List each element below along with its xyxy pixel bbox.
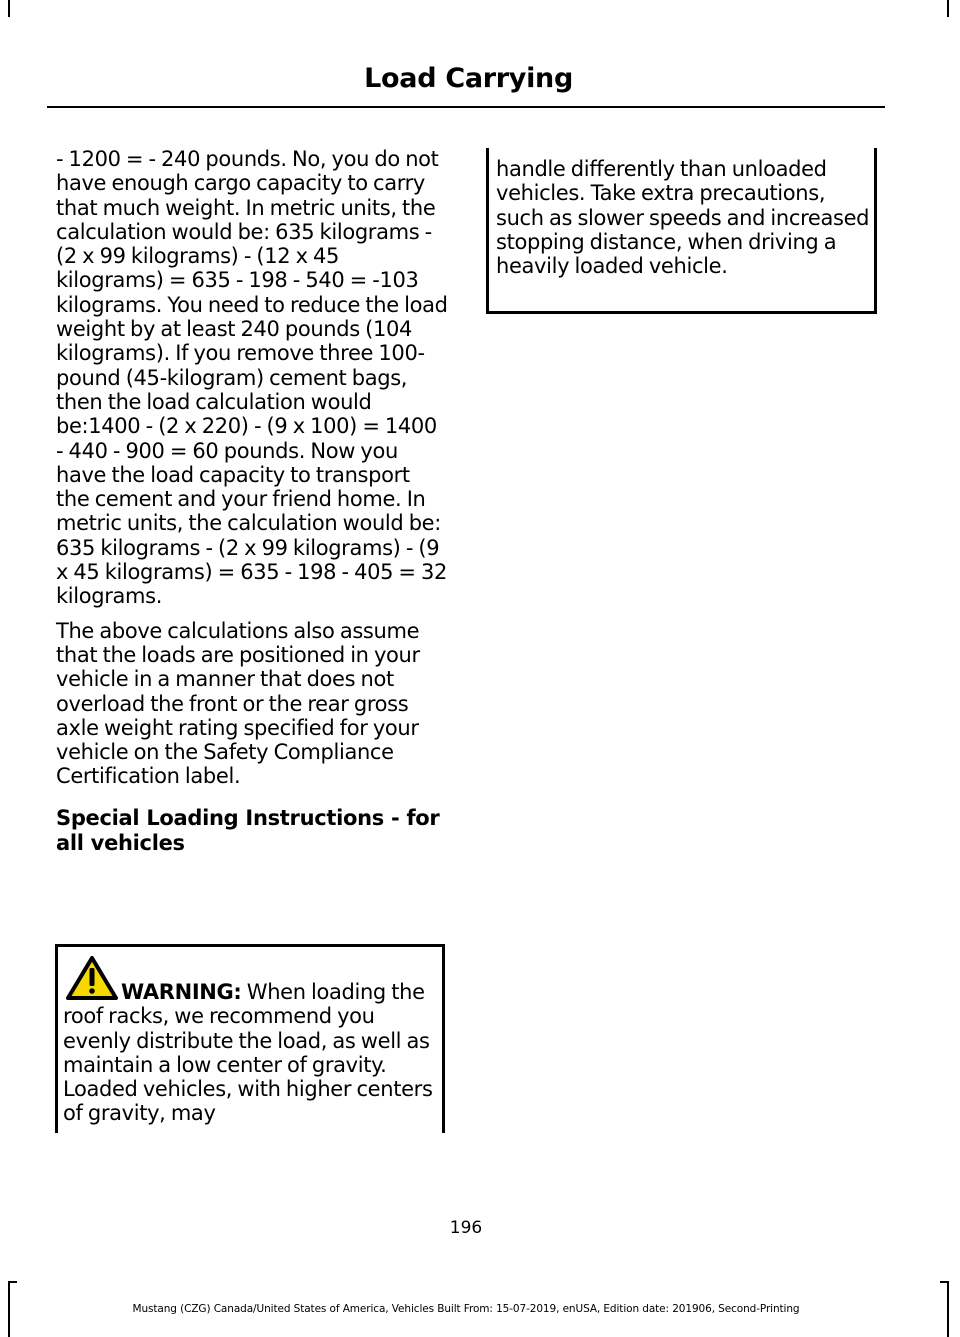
crop-mark	[940, 1281, 947, 1283]
warning-box-continued	[486, 148, 877, 314]
crop-mark	[947, 0, 949, 17]
crop-mark	[8, 0, 10, 17]
left-column	[56, 147, 448, 856]
crop-mark	[10, 1281, 17, 1283]
warning-text	[63, 980, 441, 1126]
section-heading: Special Loading Instructions - for all vehicles	[56, 805, 440, 855]
page-header-title: Load Carrying	[364, 63, 573, 94]
warning-body: When loading the roof racks, we recommend you evenly distribute the load, as well as maintain a low center of gravity. Loaded vehicles, with higher centers of gravity, may	[63, 980, 433, 1126]
body-paragraph: The above calculations also assume that the loads are positioned in your vehicle in a manner that does not overload the front or the rear gross axle weight rating specified for your vehicle on the Safety Compliance Certification label.	[56, 618, 420, 789]
page-number: 196	[449, 1218, 483, 1238]
warning-text-continued: handle differently than unloaded vehicles. Take extra precautions, such as slower speeds and increased stopping distance, when driving a heavily loaded vehicle.	[496, 157, 870, 279]
body-paragraph: - 1200 = - 240 pounds. No, you do not have enough cargo capacity to carry that much weight. In metric units, the calculation would be: 635 kilograms - (2 x 99 kilograms) - (12 x 45 kilograms) = 635 - 198 - 540 = -103 kilograms. You need to reduce the load weight by at least 240 pounds (104 kilograms). If you remove three 100-pound (45-kilogram) cement bags, then the load calculation would be:1400 - (2 x 220) - (9 x 100) = 1400 - 440 - 900 = 60 pounds. Now you have the load capacity to transport the cement and your friend home. In metric units, the calculation would be: 635 kilograms - (2 x 99 kilograms) - (9 x 45 kilograms) = 635 - 198 - 405 = 32 kilograms.	[56, 147, 448, 609]
page-footer: Mustang (CZG) Canada/United States of America, Vehicles Built From: 15-07-2019, enUSA, Edition date: 201906, Second-Printing	[132, 1303, 800, 1315]
crop-mark	[947, 1281, 949, 1337]
header-divider	[47, 106, 885, 108]
warning-box	[55, 944, 445, 1133]
warning-label: WARNING:	[121, 980, 242, 1004]
